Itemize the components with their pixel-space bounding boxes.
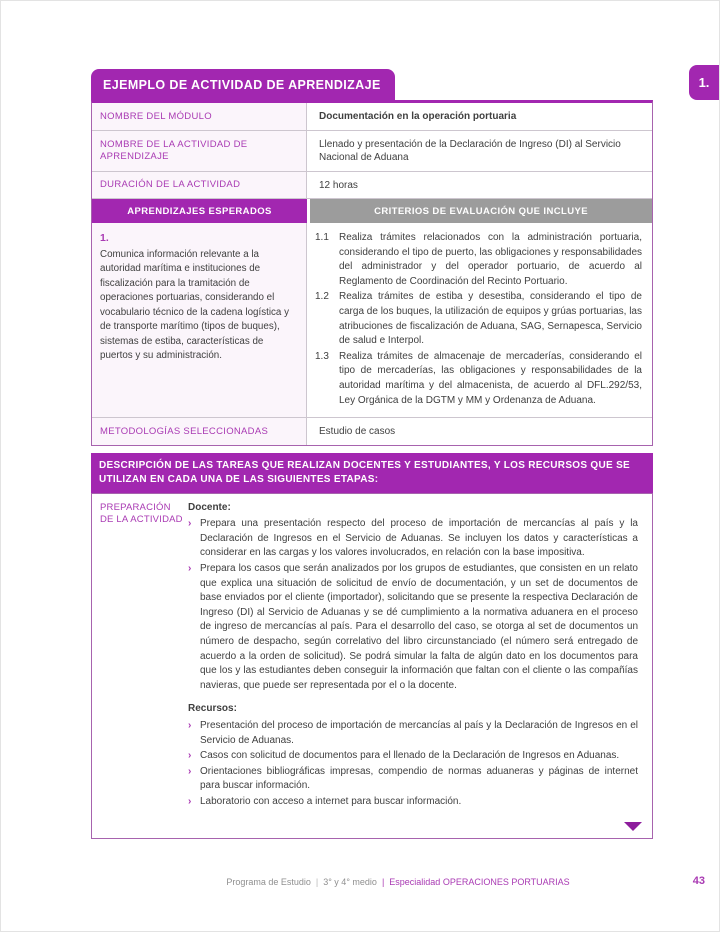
duration-label: DURACIÓN DE LA ACTIVIDAD xyxy=(92,172,307,199)
preparation-stage-label: PREPARACIÓN DE LA ACTIVIDAD xyxy=(100,501,183,526)
chapter-number-badge xyxy=(689,65,719,100)
methodology-label: METODOLOGÍAS SELECCIONADAS xyxy=(92,418,307,445)
table-row xyxy=(92,131,652,172)
learning-body-row xyxy=(92,223,652,418)
page-content xyxy=(91,65,653,839)
footer-specialty: Especialidad OPERACIONES PORTUARIAS xyxy=(389,877,570,887)
criteria-item xyxy=(315,350,642,408)
bullet-icon: › xyxy=(188,750,192,762)
recursos-heading: Recursos: xyxy=(188,703,237,715)
evaluation-criteria-header: CRITERIOS DE EVALUACIÓN QUE INCLUYE xyxy=(310,199,652,223)
list-item xyxy=(188,562,638,693)
criteria-number: 1.2 xyxy=(315,291,329,303)
criteria-item xyxy=(315,231,642,289)
module-name-label: NOMBRE DEL MÓDULO xyxy=(92,103,307,130)
preparation-section xyxy=(91,493,653,839)
objective-text: Comunica información relevante a la autoridad marítima e instituciones de fiscalización para la tramitación de operaciones portuarias, considerando el vocabulario técnico de la cadena logística y de transporte marítimo (tipos de buques), sistemas de estiba, características de puertos y su administración. xyxy=(100,248,289,361)
activity-info-table xyxy=(91,100,653,446)
recursos-item-text: Orientaciones bibliográficas impresas, compendio de normas aduaneras y páginas de internet para buscar información. xyxy=(200,765,638,792)
criteria-text: Realiza trámites de estiba y desestiba, considerando el tipo de carga de los buques, la utilización de equipos y grúas portuarias, las atribuciones de fiscalización de Aduana, SAG, Sernapesca, Servicio de salud e Interpol. xyxy=(339,291,642,347)
preparation-content xyxy=(188,494,652,838)
footer-breadcrumb xyxy=(226,877,569,887)
criteria-cell xyxy=(307,223,652,417)
list-item xyxy=(188,517,638,561)
continuation-triangle-icon xyxy=(624,822,642,831)
page-number: 43 xyxy=(692,875,705,887)
objective-number: 1. xyxy=(100,232,109,244)
methodology-value: Estudio de casos xyxy=(307,418,652,445)
criteria-number: 1.3 xyxy=(315,350,329,362)
activity-name-label: NOMBRE DE LA ACTIVIDAD DE APRENDIZAJE xyxy=(92,131,307,171)
criteria-item xyxy=(315,290,642,348)
table-row xyxy=(92,172,652,200)
bullet-icon: › xyxy=(188,518,192,530)
criteria-text: Realiza trámites de almacenaje de mercaderías, considerando el tipo de mercaderías, las obligaciones y responsabilidades de la autoridad marítima y del almacenista, de acuerdo al DFL.292/53, Ley Orgánica de la DGTM y MM y Ordenanza de Aduana. xyxy=(339,350,642,406)
page-title: EJEMPLO DE ACTIVIDAD DE APRENDIZAJE xyxy=(91,69,395,100)
footer-program: Programa de Estudio xyxy=(226,877,311,887)
tasks-description-banner: DESCRIPCIÓN DE LAS TAREAS QUE REALIZAN DOCENTES Y ESTUDIANTES, Y LOS RECURSOS QUE SE UTILIZAN EN CADA UNA DE LAS SIGUIENTES ETAPAS: xyxy=(91,453,653,493)
criteria-number: 1.1 xyxy=(315,232,329,243)
chapter-number: 1. xyxy=(698,75,710,90)
learning-header-row xyxy=(92,199,652,223)
bullet-icon: › xyxy=(188,795,192,807)
docente-item-text: Prepara una presentación respecto del proceso de importación de mercancías al país y la Declaración de Ingresos en el Servicio de Aduanas. Se incluyen los datos y características a considerar en las cargas y los valores involucrados, en relación con la base impositiva. xyxy=(200,518,638,559)
footer-separator: | xyxy=(381,877,385,887)
recursos-item-text: Presentación del proceso de importación de mercancías al país y la Declaración de Ingresos en el Servicio de Aduanas. xyxy=(200,719,638,746)
page-footer xyxy=(91,877,705,887)
recursos-item-text: Laboratorio con acceso a internet para buscar información. xyxy=(200,795,462,807)
criteria-text: Realiza trámites relacionados con la administración portuaria, considerando el tipo de puerto, las obligaciones y responsabilidades del administrador y del operador portuario, de acuerdo al Reglamento de Coordinación del Recinto Portuario. xyxy=(339,232,642,287)
learning-objective-cell xyxy=(92,223,307,417)
bullet-icon: › xyxy=(188,765,192,777)
table-row xyxy=(92,418,652,445)
bullet-icon: › xyxy=(188,563,192,574)
bullet-icon: › xyxy=(188,719,192,731)
docente-heading: Docente: xyxy=(188,501,231,513)
list-item xyxy=(188,749,638,764)
list-item xyxy=(188,795,638,810)
footer-separator: | xyxy=(315,877,319,887)
table-row xyxy=(92,103,652,131)
docente-item-text: Prepara los casos que serán analizados por los grupos de estudiantes, que consisten en un relato que explica una situación de solicitud de envío de documentación, y un set de documentos de base enviados por el cliente (importador), solicitando que se presente la respectiva Declaración de Ingreso (DI) al Servicio de Aduanas y se dé cumplimiento a la normativa aduanera en el proceso de ingreso de mercancías al país. Para el desarrollo del caso, se otorga al set de documentos un número de despacho, según correlativo del libro circunstanciado (el número será entregado de acuerdo a la orden de solicitud). Se podrá simular la falta de algún dato en los documentos para que los y las estudiantes deben conseguir la información que faltan con el cliente o las compañías navieras, que puede ser representada por el o la docente. xyxy=(200,563,638,691)
module-name-value: Documentación en la operación portuaria xyxy=(307,103,652,130)
activity-name-value: Llenado y presentación de la Declaración de Ingreso (DI) al Servicio Nacional de Aduana xyxy=(307,131,652,171)
recursos-item-text: Casos con solicitud de documentos para el llenado de la Declaración de Ingresos en Aduanas. xyxy=(200,750,620,762)
list-item xyxy=(188,719,638,748)
list-item xyxy=(188,765,638,794)
footer-grade: 3° y 4° medio xyxy=(323,877,377,887)
duration-value: 12 horas xyxy=(307,172,652,199)
expected-learning-header: APRENDIZAJES ESPERADOS xyxy=(92,199,307,223)
